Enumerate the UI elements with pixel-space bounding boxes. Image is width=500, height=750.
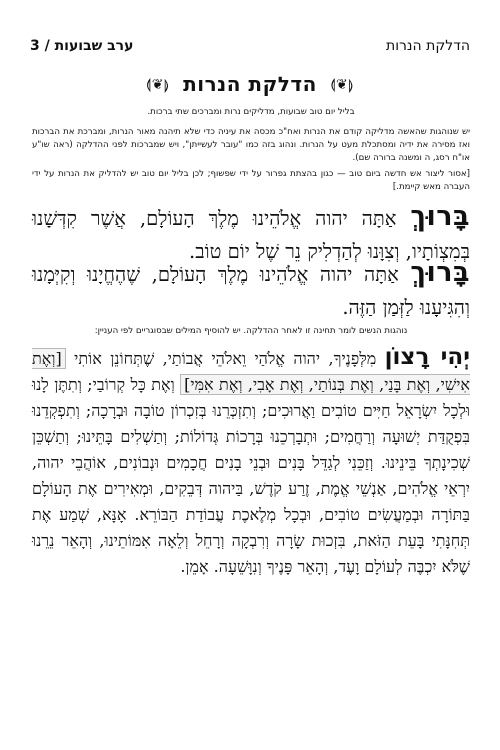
prayer-block [32,344,470,580]
page-title-text: הדלקת הנרות [183,72,317,96]
prayer-part-2: וְאֶת כָּל קְרוֹבַי; וְתִתֶּן לָנוּ וּלְכָל יִשְׂרָאֵל חַיִּים טוֹבִים וַאֲרוּכִים; וְתִזְכְּרֵנוּ בְּזִכְרוֹן טוֹבָה וּבְרָכָה; וְתִפְקְדֵנוּ בִּפְקֻדַּת יְשׁוּעָה וְרַחֲמִים; וּתְבָרְכֵנוּ בְּרָכוֹת גְּדוֹלוֹת; וְתַשְׁלִים בָּתֵּינוּ; וְתַשְׁכֵּן שְׁכִינָתְךָ בֵּינֵינוּ. וְזַכֵּנִי לְגַדֵּל בָּנִים וּבְנֵי בָנִים חֲכָמִים וּנְבוֹנִים, אוֹהֲבֵי יהוה, יִרְאֵי אֱלֹהִים, אַנְשֵׁי אֱמֶת, זֶרַע קֹדֶשׁ, בַּיהוה דְּבֵקִים, וּמְאִירִים אֶת הָעוֹלָם בַּתּוֹרָה וּבְמַעֲשִׂים טוֹבִים, וּבְכָל מְלֶאכֶת עֲבוֹדַת הַבּוֹרֵא. אָנָּא, שְׁמַע אֶת תְּחִנָּתִי בָּעֵת הַזֹּאת, בִּזְכוּת שָׂרָה וְרִבְקָה וְרָחֵל וְלֵאָה אִמּוֹתֵינוּ, וְהָאֵר נֵרֵנוּ שֶׁלֹּא יִכְבֶּה לְעוֹלָם וָעֶד, וְהָאֵר פָּנֶיךָ וְנִוָּשֵׁעָה. אָמֵן. [32,375,470,576]
prayer-instruction: נוהגות הנשים לומר תחינה זו לאחר ההדלקה. יש להוסיף המילים שבסוגריים לפי העניין: [94,326,408,336]
custom-note: יש שנוהגות שהאשה מדליקה קודם את הנרות ואח"כ מכסה את עיניה כדי שלא תיהנה מאור הנרות, ומברכת את הברכות ואז מסירה את ידיה ומסתכלת מעט על הנרות. ונהוג בזה כמו "עובר לעשייתן", ויש שמברכות לפני ההדלקה (ראה שו"ע או"ח רסג, ה ומשנה ברורה שם). [32,127,470,163]
warning-note-block [32,168,470,194]
running-header [30,38,470,60]
blessing-1-body: אַתָּה יהוה אֱלֹהֵינוּ מֶלֶךְ הָעוֹלָם, אֲשֶׁר קִדְּשָׁנוּ בְּמִצְוֹתָיו, וְצִוָּנוּ לְהַדְלִיק נֵר שֶׁל יוֹם טוֹב. [32,207,470,263]
title-box [0,72,500,96]
ornament-right-icon: ⟬❦⟭ [330,77,354,93]
ornament-left-icon: ⟬❦⟭ [146,77,170,93]
intro-note-block [32,106,470,119]
page-title [140,72,360,96]
custom-note-block [32,126,470,165]
section-header: הדלקת הנרות [386,38,470,54]
blessing-2-opener: בָּרוּךְ [410,257,470,288]
intro-note: בליל יום טוב שבועות, מדליקים נרות ומברכים שתי ברכות. [147,107,355,117]
prayer-opener: יְהִי רָצוֹן [384,344,470,370]
blessing-1-opener: בָּרוּךְ [410,201,470,232]
prayer-optional-family-box: [וְאֶת אִישִׁי, וְאֶת בָּנַי, וְאֶת בְּנוֹתַי, וְאֶת אָבִי, וְאֶת אִמִּי] [32,349,471,394]
prayer-part-1: מִלְּפָנֶיךָ, יהוה אֱלֹהַי וֵאלֹהֵי אֲבוֹתַי, שֶׁתְּחוֹנֵן אוֹתִי [74,349,377,368]
blessing-2 [32,256,470,324]
book-page-header: ערב שבועות / 3 [30,38,134,54]
blessing-2-text [32,256,470,324]
blessing-2-body: אַתָּה יהוה אֱלֹהֵינוּ מֶלֶךְ הָעוֹלָם, שֶׁהֶחֱיָנוּ וְקִיְּמָנוּ וְהִגִּיעָנוּ לַזְּמַן הַזֶּה. [32,263,470,319]
prayer-text [32,344,470,580]
prayer-instruction-block [32,325,470,338]
warning-note: [אסור ליצור אש חדשה ביום טוב — כגון בהצתת גפרור על ידי שפשוף; לכן בליל יום טוב יש להדליק את הנרות על ידי העברה מאש קיימת.] [32,169,470,192]
